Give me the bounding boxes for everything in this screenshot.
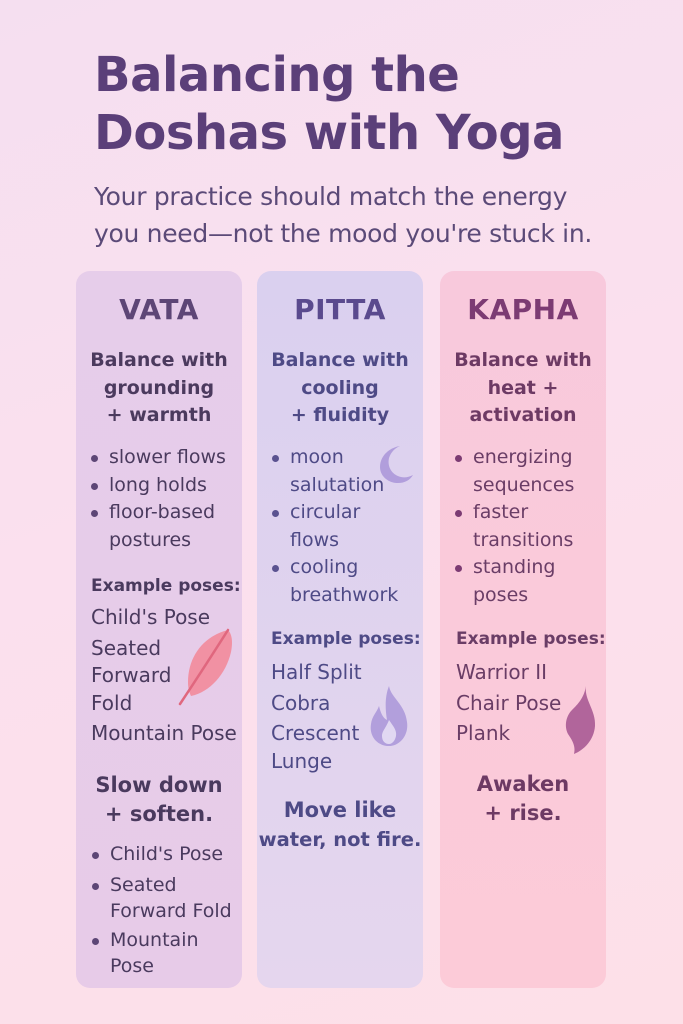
list-item-text: poses <box>473 583 529 606</box>
pose-text: Lunge <box>271 748 333 773</box>
list-item-text: transitions <box>473 528 574 551</box>
vata-balance-line: Balance with <box>90 349 228 371</box>
list-item-text: breathwork <box>290 583 399 606</box>
pitta-motto <box>257 796 423 854</box>
list-item-text: postures <box>109 528 192 551</box>
vata-balance-line: + warmth <box>106 404 212 426</box>
kapha-motto-line: Awaken <box>476 772 570 796</box>
pitta-motto-line: water, not fire. <box>258 828 422 851</box>
title-line-1: Balancing the <box>94 47 460 103</box>
vata-practice-list <box>90 444 240 554</box>
list-item-text: moon <box>290 446 344 468</box>
list-item-text: long holds <box>109 473 207 496</box>
kapha-balance-text <box>440 347 606 430</box>
list-item-text: Mountain <box>110 928 199 951</box>
pose-text: Chair Pose <box>456 690 562 715</box>
pitta-motto-line: Move like <box>283 798 397 822</box>
list-item-text: Seated <box>110 873 177 896</box>
list-item-text: circular <box>290 501 361 523</box>
list-item <box>90 444 240 472</box>
list-item <box>454 444 604 499</box>
pose-text: Child's Pose <box>91 605 211 629</box>
vata-extra-list <box>91 841 241 979</box>
leaf-flame-icon <box>562 684 598 756</box>
subtitle-line-2: you need—not the mood you're stuck in. <box>94 219 593 248</box>
vata-motto-line: Slow down <box>95 773 223 797</box>
list-item-text: flows <box>290 528 340 551</box>
pose-text: Cobra <box>271 690 331 715</box>
vata-title: VATA <box>119 293 199 326</box>
flame-icon <box>365 684 413 748</box>
pose-text: Crescent <box>271 721 360 745</box>
list-item-text: cooling <box>290 556 359 578</box>
kapha-balance-line: heat + <box>487 376 559 399</box>
pose-text: Fold <box>91 690 133 715</box>
pose-text: Seated <box>91 635 162 660</box>
list-item <box>91 872 241 924</box>
kapha-balance-line: Balance with <box>454 349 592 371</box>
pose-item <box>271 659 421 687</box>
list-item-text: salutation <box>290 473 385 496</box>
pitta-balance-text <box>257 347 423 430</box>
pitta-balance-line: cooling <box>301 376 379 399</box>
vata-motto-line: + soften. <box>104 802 214 826</box>
kapha-balance-line: activation <box>469 404 577 426</box>
title-line-2: Doshas with Yoga <box>94 105 564 161</box>
pitta-column <box>257 271 423 988</box>
list-item-text: faster <box>473 501 529 523</box>
list-item-text: slower flows <box>109 446 226 468</box>
pitta-example-label: Example poses: <box>271 629 421 649</box>
list-item <box>91 841 241 869</box>
kapha-motto-line: + rise. <box>484 801 562 825</box>
kapha-title: KAPHA <box>467 293 579 326</box>
list-item-text: energizing <box>473 446 573 468</box>
pose-text: Warrior II <box>456 660 548 684</box>
subtitle <box>94 178 654 252</box>
vata-column <box>76 271 242 988</box>
list-item-text: standing <box>473 556 556 578</box>
moon-icon <box>374 443 416 485</box>
vata-motto <box>76 771 242 829</box>
list-item <box>454 554 604 609</box>
list-item <box>90 472 240 500</box>
pose-text: Mountain Pose <box>91 721 237 745</box>
pose-text: Forward <box>91 663 172 687</box>
kapha-example-label: Example poses: <box>456 629 606 649</box>
vata-balance-text <box>76 347 242 430</box>
vata-example-label: Example poses: <box>91 576 241 596</box>
list-item-text: Forward Fold <box>110 899 232 922</box>
vata-balance-line: grounding <box>103 376 215 399</box>
list-item <box>91 927 241 979</box>
pose-item <box>91 720 241 748</box>
list-item <box>90 499 240 554</box>
pose-text: Half Split <box>271 660 362 684</box>
list-item-text: sequences <box>473 473 575 496</box>
kapha-column <box>440 271 606 988</box>
kapha-practice-list <box>454 444 604 609</box>
pitta-title: PITTA <box>294 293 386 326</box>
pitta-balance-line: Balance with <box>271 349 409 371</box>
list-item <box>454 499 604 554</box>
list-item-text: floor-based <box>109 501 216 523</box>
subtitle-line-1: Your practice should match the energy <box>94 182 568 211</box>
pose-text: Plank <box>456 721 511 745</box>
page-title <box>94 46 654 162</box>
list-item <box>271 499 421 554</box>
list-item-text: Child's Pose <box>110 843 224 865</box>
pose-item <box>456 659 606 687</box>
kapha-motto <box>440 770 606 828</box>
feather-icon <box>174 626 238 708</box>
list-item-text: Pose <box>110 954 154 977</box>
list-item <box>271 554 421 609</box>
pitta-balance-line: + fluidity <box>290 404 390 426</box>
